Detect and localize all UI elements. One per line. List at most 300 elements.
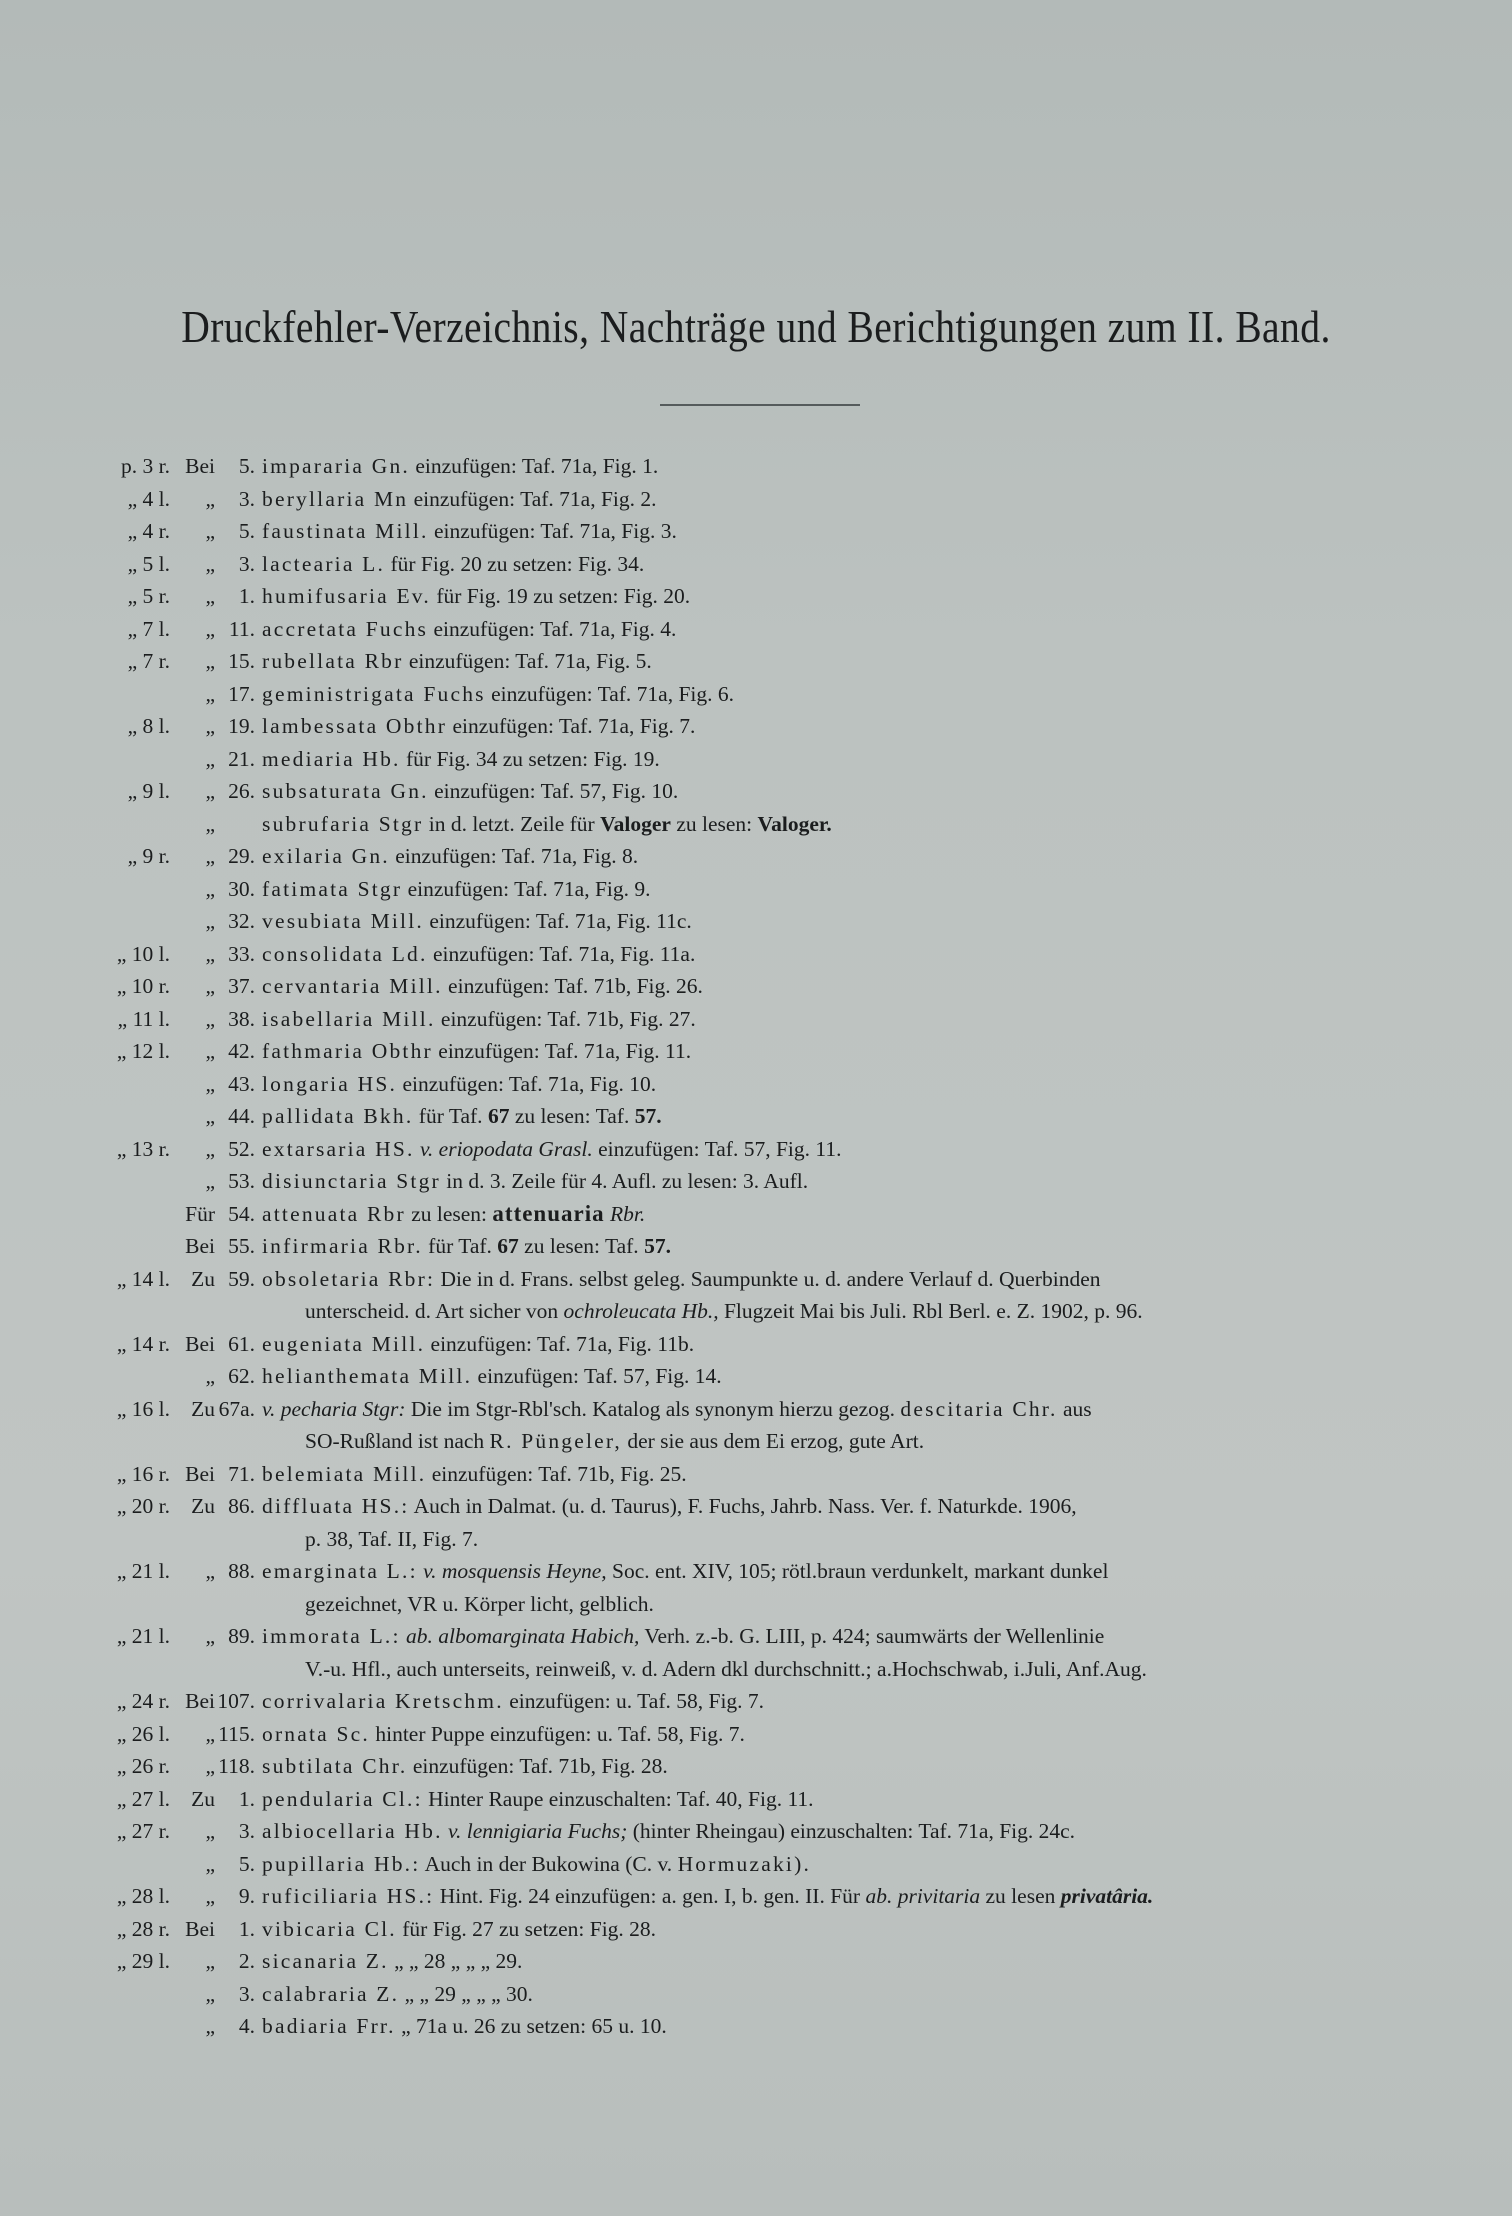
entry-text-segment: der sie aus dem Ei erzog, gute Art. [621, 1429, 925, 1453]
page-title: Druckfehler-Verzeichnis, Nachträge und Berichtigungen zum II. Band. [181, 301, 1331, 352]
entry-text-segment: calabraria Z. [262, 1981, 400, 2006]
entry-text-segment: geministrigata Fuchs [262, 681, 486, 706]
entry-text [262, 1750, 668, 1783]
entry-action: „ [205, 1754, 215, 1778]
entry-text-segment: Valoger. [757, 811, 832, 836]
entry-text-segment: sicanaria Z. [262, 1949, 389, 1973]
entry-text [262, 1815, 1075, 1848]
entry-text [262, 873, 651, 906]
entry-text-segment: diffluata HS.: [262, 1494, 410, 1518]
entry-text [262, 775, 678, 808]
errata-entry [0, 1328, 1512, 1361]
entry-text-segment: extarsaria HS. [262, 1136, 415, 1161]
entry-line [0, 483, 1512, 516]
errata-entry [0, 743, 1512, 776]
entry-page-ref: „ 21 l. [116, 1559, 170, 1583]
entry-text-segment: p. 38, Taf. II, Fig. 7. [305, 1526, 479, 1551]
entry-action: „ [205, 909, 215, 933]
entry-text-segment: v. mosquensis Heyne, [423, 1559, 607, 1583]
entry-action: „ [205, 1071, 215, 1096]
entry-line [0, 580, 1512, 613]
entry-text [262, 1328, 694, 1361]
entry-text-segment: zu lesen: [670, 811, 758, 836]
errata-entry [0, 1263, 1512, 1328]
entry-line [0, 938, 1512, 971]
entry-line [0, 613, 1512, 646]
errata-entry [0, 808, 1512, 841]
entry-number: 55. [228, 1234, 255, 1258]
errata-entry [0, 775, 1512, 808]
entry-text-segment: corrivalaria Kretschm. [262, 1689, 504, 1713]
entry-text-segment: mediaria Hb. [262, 746, 401, 771]
entry-text-segment: subtilata Chr. [262, 1754, 408, 1778]
entry-text [262, 1718, 745, 1751]
entry-page-ref: „ 10 r. [116, 974, 170, 998]
entry-text-segment: longaria HS. [262, 1071, 398, 1096]
entry-text [262, 483, 657, 516]
entry-text-segment: obsoletaria Rbr: [262, 1266, 436, 1291]
entry-text [262, 645, 652, 678]
entry-text-segment: (hinter Rheingau) einzuschalten: Taf. 71a, Fig. 24c. [627, 1819, 1076, 1843]
entry-text-segment: einzufügen: Taf. 71a, Fig. 8. [389, 844, 639, 868]
entry-text-segment: subsaturata Gn. [262, 779, 429, 803]
entry-line [0, 1978, 1512, 2011]
entry-text-segment: einzufügen: Taf. 71a, Fig. 4. [428, 616, 677, 641]
entry-action: „ [205, 1039, 215, 1063]
entry-text-segment: gezeichnet, VR u. Körper licht, gelblich. [305, 1591, 654, 1616]
entry-text-segment: Verh. z.-b. G. LIII, p. 424; saumwärts der Wellenlinie [639, 1624, 1105, 1648]
errata-entry [0, 840, 1512, 873]
entry-page-ref: „ 29 l. [116, 1949, 170, 1973]
entry-text-segment: Hinter Raupe einzuschalten: Taf. 40, Fig. 11. [422, 1786, 814, 1811]
entry-number: 32. [228, 909, 255, 933]
entry-number: 3. [238, 1819, 255, 1843]
entry-action: Bei [185, 1689, 215, 1713]
entry-action: „ [205, 2014, 215, 2038]
entry-text [262, 1783, 814, 1816]
entry-text-segment: Die im Stgr-Rbl'sch. Katalog als synonym hierzu gezog. [405, 1396, 901, 1421]
entry-line [0, 1913, 1512, 1946]
entry-action: Zu [191, 1786, 215, 1811]
entry-number: 67a. [218, 1396, 255, 1421]
entry-text [262, 1360, 722, 1393]
errata-entry [0, 645, 1512, 678]
entry-page-ref: „ 12 l. [116, 1039, 170, 1063]
entry-action: „ [205, 681, 215, 706]
entry-text [262, 1198, 645, 1231]
entry-text-segment: einzufügen: Taf. 71a, Fig. 6. [485, 681, 735, 706]
entry-line [0, 1393, 1512, 1426]
entry-text-segment: pupillaria Hb.: [262, 1851, 421, 1876]
entry-page-ref: „ 28 r. [116, 1916, 170, 1941]
entry-action: „ [205, 1851, 215, 1876]
entry-page-ref: „ 13 r. [116, 1136, 170, 1161]
entry-line [0, 808, 1512, 841]
entry-text-segment: faustinata Mill. [262, 519, 429, 543]
entry-text-segment: accretata Fuchs [262, 616, 429, 641]
entry-page-ref: „ 16 l. [116, 1396, 170, 1421]
entry-text-segment: eugeniata Mill. [262, 1331, 426, 1356]
errata-entry [0, 1750, 1512, 1783]
entry-line [0, 1068, 1512, 1101]
entry-text [262, 840, 638, 873]
entry-text-segment: cervantaria Mill. [262, 974, 443, 998]
errata-entry [0, 1555, 1512, 1620]
entry-text [262, 970, 703, 1003]
entry-text-segment: „ „ 28 „ „ „ 29. [388, 1949, 523, 1973]
entry-page-ref: „ 28 l. [116, 1884, 170, 1908]
entry-number: 37. [228, 974, 255, 998]
errata-entry [0, 1230, 1512, 1263]
entry-line [0, 1685, 1512, 1718]
entry-number: 54. [228, 1201, 255, 1226]
entry-line [0, 873, 1512, 906]
entry-line [0, 515, 1512, 548]
entry-line [0, 548, 1512, 581]
errata-entry [0, 678, 1512, 711]
entry-text-segment: Auch in Dalmat. (u. d. Taurus), F. Fuchs, Jahrb. Nass. Ver. f. Naturkde. 1906, [409, 1494, 1077, 1518]
entry-text [262, 905, 692, 938]
entry-text-segment: für Taf. [413, 1104, 488, 1128]
entry-action: „ [205, 1884, 215, 1908]
entry-text-segment: V.-u. Hfl., auch unterseits, reinweiß, v. d. Adern dkl durchschnitt.; a.Hochschwab, i.Juli, Anf.Aug. [305, 1656, 1147, 1681]
entry-line [0, 743, 1512, 776]
entry-text-segment: disiunctaria Stgr [262, 1169, 441, 1193]
entry-number: 3. [238, 1981, 255, 2006]
entry-line [0, 905, 1512, 938]
entry-text-segment: einzufügen: Taf. 71b, Fig. 28. [407, 1754, 668, 1778]
entry-number: 52. [228, 1136, 255, 1161]
entry-line [0, 1003, 1512, 1036]
entry-number: 1. [238, 1786, 255, 1811]
entry-text-segment: lactearia L. [262, 551, 386, 576]
errata-entry [0, 905, 1512, 938]
entry-line [0, 678, 1512, 711]
entry-text [262, 1555, 1108, 1588]
entry-text-segment: consolidata Ld. [262, 941, 428, 966]
entry-page-ref: „ 9 r. [127, 844, 170, 868]
errata-entry [0, 1880, 1512, 1913]
entry-number: 71. [228, 1461, 255, 1486]
entry-text-segment: aus [1057, 1396, 1092, 1421]
entry-action: „ [205, 1721, 215, 1746]
errata-entry [0, 1003, 1512, 1036]
entry-number: 17. [228, 681, 255, 706]
entry-text [262, 808, 832, 841]
entry-text-segment: lambessata Obthr [262, 714, 448, 738]
entry-action: Bei [185, 1234, 215, 1258]
entry-text-segment: Flugzeit Mai bis Juli. Rbl Berl. e. Z. 1902, p. 96. [718, 1299, 1143, 1323]
entry-text-segment: vibicaria Cl. [262, 1916, 397, 1941]
errata-list [0, 450, 1512, 2043]
entry-text-segment: einzufügen: Taf. 71a, Fig. 11a. [427, 941, 696, 966]
entry-text [262, 1880, 1153, 1913]
entry-text-segment: emarginata L.: [262, 1559, 418, 1583]
entry-line [0, 1945, 1512, 1978]
entry-action: Bei [185, 1461, 215, 1486]
entry-text-segment: fatimata Stgr [262, 876, 403, 901]
title-rule [660, 404, 860, 406]
entry-text-segment: Rbr. [610, 1201, 646, 1226]
errata-entry [0, 1133, 1512, 1166]
entry-number: 38. [228, 1006, 255, 1031]
entry-action: „ [205, 974, 215, 998]
entry-line [0, 775, 1512, 808]
entry-page-ref: „ 10 l. [116, 941, 170, 966]
errata-entry [0, 1685, 1512, 1718]
entry-number: 3. [238, 551, 255, 576]
errata-entry [0, 938, 1512, 971]
entry-action: „ [205, 876, 215, 901]
errata-entry [0, 2010, 1512, 2043]
entry-number: 26. [228, 779, 255, 803]
entry-text-segment: beryllaria Mn [262, 486, 409, 511]
entry-number: 62. [228, 1364, 255, 1388]
entry-text-segment: ruficiliaria HS.: [262, 1884, 435, 1908]
entry-continuation-line [0, 1653, 1512, 1686]
entry-text-segment: hinter Puppe einzufügen: u. Taf. 58, Fig. 7. [369, 1721, 745, 1746]
entry-page-ref: „ 9 l. [127, 779, 170, 803]
entry-text-segment: einzufügen: Taf. 71a, Fig. 7. [447, 714, 696, 738]
entry-text [262, 548, 644, 581]
entry-line [0, 1230, 1512, 1263]
entry-action: „ [205, 649, 215, 673]
entry-text-segment: Auch in der Bukowina (C. v. [420, 1851, 678, 1876]
entry-text [262, 1393, 1092, 1426]
entry-action: „ [205, 1624, 215, 1648]
entry-page-ref: „ 27 l. [116, 1786, 170, 1811]
entry-action: Bei [185, 1331, 215, 1356]
errata-entry [0, 1068, 1512, 1101]
entry-text-segment: 67 [497, 1234, 519, 1258]
entry-text-segment: fathmaria Obthr [262, 1039, 433, 1063]
errata-entry [0, 1815, 1512, 1848]
entry-number: 19. [228, 714, 255, 738]
entry-text [262, 1263, 1100, 1296]
entry-line [0, 450, 1512, 483]
entry-text-segment: einzufügen: Taf. 71a, Fig. 1. [410, 454, 659, 478]
entry-text-segment: rubellata Rbr [262, 649, 404, 673]
entry-text-segment: einzufügen: Taf. 57, Fig. 10. [428, 779, 679, 803]
entry-line [0, 1360, 1512, 1393]
entry-number: 88. [228, 1559, 255, 1583]
entry-text-segment: attenuaria [492, 1200, 605, 1226]
entry-text-segment: einzufügen: Taf. 71a, Fig. 5. [403, 649, 652, 673]
errata-entry [0, 873, 1512, 906]
entry-text-segment: Soc. ent. XIV, 105; rötl.braun verdunkelt, markant dunkel [606, 1559, 1109, 1583]
entry-text-segment: für Fig. 19 zu setzen: Fig. 20. [430, 584, 691, 608]
entry-number: 3. [238, 486, 255, 511]
entry-text-segment: einzufügen: Taf. 71b, Fig. 27. [435, 1006, 696, 1031]
entry-continuation-line [0, 1295, 1512, 1328]
entry-page-ref: „ 11 l. [117, 1006, 170, 1031]
entry-page-ref: „ 5 r. [127, 584, 170, 608]
entry-action: Zu [191, 1266, 215, 1291]
entry-text-segment: R. Püngeler, [489, 1429, 622, 1453]
errata-entry [0, 1620, 1512, 1685]
entry-text-segment: zu lesen: Taf. [518, 1234, 645, 1258]
entry-text-segment: belemiata Mill. [262, 1461, 427, 1486]
entry-text-segment: einzufügen: Taf. 71a, Fig. 3. [428, 519, 677, 543]
entry-text-segment: pendularia Cl.: [262, 1786, 423, 1811]
entry-text-segment: für Fig. 20 zu setzen: Fig. 34. [385, 551, 645, 576]
entry-text [262, 1165, 808, 1198]
entry-action: „ [205, 1949, 215, 1973]
entry-text [262, 1458, 687, 1491]
entry-text [262, 1133, 841, 1166]
entry-number: 59. [228, 1266, 255, 1291]
entry-line [0, 2010, 1512, 2043]
entry-text [262, 1978, 533, 2011]
entry-action: „ [205, 1559, 215, 1583]
entry-action: „ [205, 1819, 215, 1843]
entry-number: 9. [238, 1884, 255, 1908]
entry-action: „ [205, 519, 215, 543]
entry-text [262, 1003, 696, 1036]
entry-line [0, 645, 1512, 678]
entry-page-ref: „ 20 r. [116, 1494, 170, 1518]
entry-text-segment: exilaria Gn. [262, 844, 390, 868]
entry-text [262, 450, 658, 483]
entry-line [0, 1458, 1512, 1491]
entry-line [0, 1620, 1512, 1653]
errata-entry [0, 515, 1512, 548]
entry-page-ref: „ 26 l. [116, 1721, 170, 1746]
entry-text-segment: infirmaria Rbr. [262, 1234, 423, 1258]
entry-text-segment: 67 [487, 1104, 510, 1128]
entry-text-segment: badiaria Frr. [262, 2014, 396, 2038]
entry-text-segment: Hint. Fig. 24 einzufügen: a. gen. I, b. gen. II. Für [434, 1884, 866, 1908]
errata-entry [0, 613, 1512, 646]
entry-number: 118. [218, 1754, 255, 1778]
entry-text-segment: vesubiata Mill. [262, 909, 424, 933]
entry-text-segment: „ 71a u. 26 zu setzen: 65 u. 10. [395, 2014, 667, 2038]
entry-line [0, 710, 1512, 743]
entry-text [262, 580, 690, 613]
entry-text-segment: einzufügen: Taf. 71a, Fig. 9. [402, 876, 651, 901]
errata-entry [0, 580, 1512, 613]
entry-action: „ [205, 551, 215, 576]
entry-text [262, 1490, 1077, 1523]
entry-text-segment: einzufügen: Taf. 71a, Fig. 11c. [423, 909, 692, 933]
errata-entry [0, 970, 1512, 1003]
entry-number: 107. [217, 1689, 255, 1713]
entry-text [262, 743, 660, 776]
entry-number: 5. [238, 519, 255, 543]
entry-continuation-line [0, 1588, 1512, 1621]
entry-line [0, 840, 1512, 873]
entry-line [0, 1100, 1512, 1133]
entry-action: „ [205, 1981, 215, 2006]
entry-text-segment: ab. privitaria [865, 1884, 981, 1908]
entry-page-ref: „ 27 r. [116, 1819, 170, 1843]
entry-number: 29. [228, 844, 255, 868]
entry-text [262, 1685, 764, 1718]
entry-number: 5. [238, 1851, 255, 1876]
errata-entry [0, 1490, 1512, 1555]
entry-text-segment: einzufügen: Taf. 71b, Fig. 26. [442, 974, 703, 998]
entry-text-segment: einzufügen: Taf. 57, Fig. 14. [472, 1364, 722, 1388]
entry-text [262, 1100, 662, 1133]
entry-text-segment: in d. letzt. Zeile für [423, 811, 601, 836]
entry-page-ref: „ 7 l. [127, 616, 170, 641]
entry-text [262, 1068, 656, 1101]
entry-action: „ [205, 1006, 215, 1031]
entry-action: Zu [191, 1494, 215, 1518]
entry-text-segment: pallidata Bkh. [262, 1104, 414, 1128]
entry-text-segment: einzufügen: Taf. 71a, Fig. 11b. [425, 1331, 695, 1356]
entry-action: „ [205, 941, 215, 966]
entry-text [262, 938, 695, 971]
entry-text-segment: für Fig. 34 zu setzen: Fig. 19. [400, 746, 660, 771]
entry-number: 115. [218, 1721, 255, 1746]
entry-text-segment: v. lennigiaria Fuchs; [448, 1819, 628, 1843]
entry-number: 44. [228, 1104, 255, 1128]
entry-action: Für [185, 1201, 215, 1226]
errata-entry [0, 483, 1512, 516]
entry-line [0, 1783, 1512, 1816]
entry-line [0, 1263, 1512, 1296]
errata-entry [0, 450, 1512, 483]
entry-page-ref: „ 14 r. [116, 1331, 170, 1356]
entry-page-ref: „ 21 l. [116, 1624, 170, 1648]
errata-entry [0, 1978, 1512, 2011]
entry-line [0, 1718, 1512, 1751]
entry-action: „ [205, 779, 215, 803]
entry-number: 89. [228, 1624, 255, 1648]
entry-text-segment: einzufügen: Taf. 71a, Fig. 2. [408, 486, 657, 511]
errata-entry [0, 1360, 1512, 1393]
entry-page-ref: „ 8 l. [127, 714, 170, 738]
entry-action: Zu [191, 1396, 215, 1421]
entry-text-segment: für Taf. [422, 1234, 498, 1258]
entry-line [0, 1328, 1512, 1361]
entry-number: 5. [238, 454, 255, 478]
errata-entry [0, 1458, 1512, 1491]
entry-text-segment: zu lesen: [405, 1201, 493, 1226]
entry-text-segment: 57. [634, 1104, 662, 1128]
entry-text-segment: v. eriopodata Grasl. [419, 1136, 593, 1161]
entry-text-segment: einzufügen: Taf. 71b, Fig. 25. [426, 1461, 687, 1486]
errata-entry [0, 1848, 1512, 1881]
errata-entry [0, 548, 1512, 581]
errata-entry [0, 1100, 1512, 1133]
entry-text-segment: einzufügen: u. Taf. 58, Fig. 7. [503, 1689, 765, 1713]
entry-text-segment: privatâria. [1060, 1884, 1154, 1908]
entry-page-ref: p. 3 r. [121, 454, 170, 478]
entry-number: 61. [228, 1331, 255, 1356]
entry-text-segment: descitaria Chr. [900, 1396, 1058, 1421]
errata-entry [0, 1393, 1512, 1458]
entry-text-segment: ochroleucata Hb., [563, 1299, 719, 1323]
entry-number: 2. [238, 1949, 255, 1973]
entry-continuation-line [0, 1523, 1512, 1556]
entry-page-ref: „ 7 r. [127, 649, 170, 673]
entry-page-ref: „ 24 r. [116, 1689, 170, 1713]
entry-number: 86. [228, 1494, 255, 1518]
entry-line [0, 1490, 1512, 1523]
entry-line [0, 970, 1512, 1003]
entry-text [262, 1945, 522, 1978]
entry-text [262, 1913, 656, 1946]
entry-text-segment: Die in d. Frans. selbst geleg. Saumpunkte u. d. andere Verlauf d. Querbinden [435, 1266, 1101, 1291]
entry-text [262, 515, 677, 548]
entry-page-ref: „ 26 r. [116, 1754, 170, 1778]
entry-number: 33. [228, 941, 255, 966]
entry-number: 21. [228, 746, 255, 771]
entry-action: „ [205, 714, 215, 738]
entry-text-segment: in d. 3. Zeile für 4. Aufl. zu lesen: 3. Aufl. [440, 1169, 809, 1193]
